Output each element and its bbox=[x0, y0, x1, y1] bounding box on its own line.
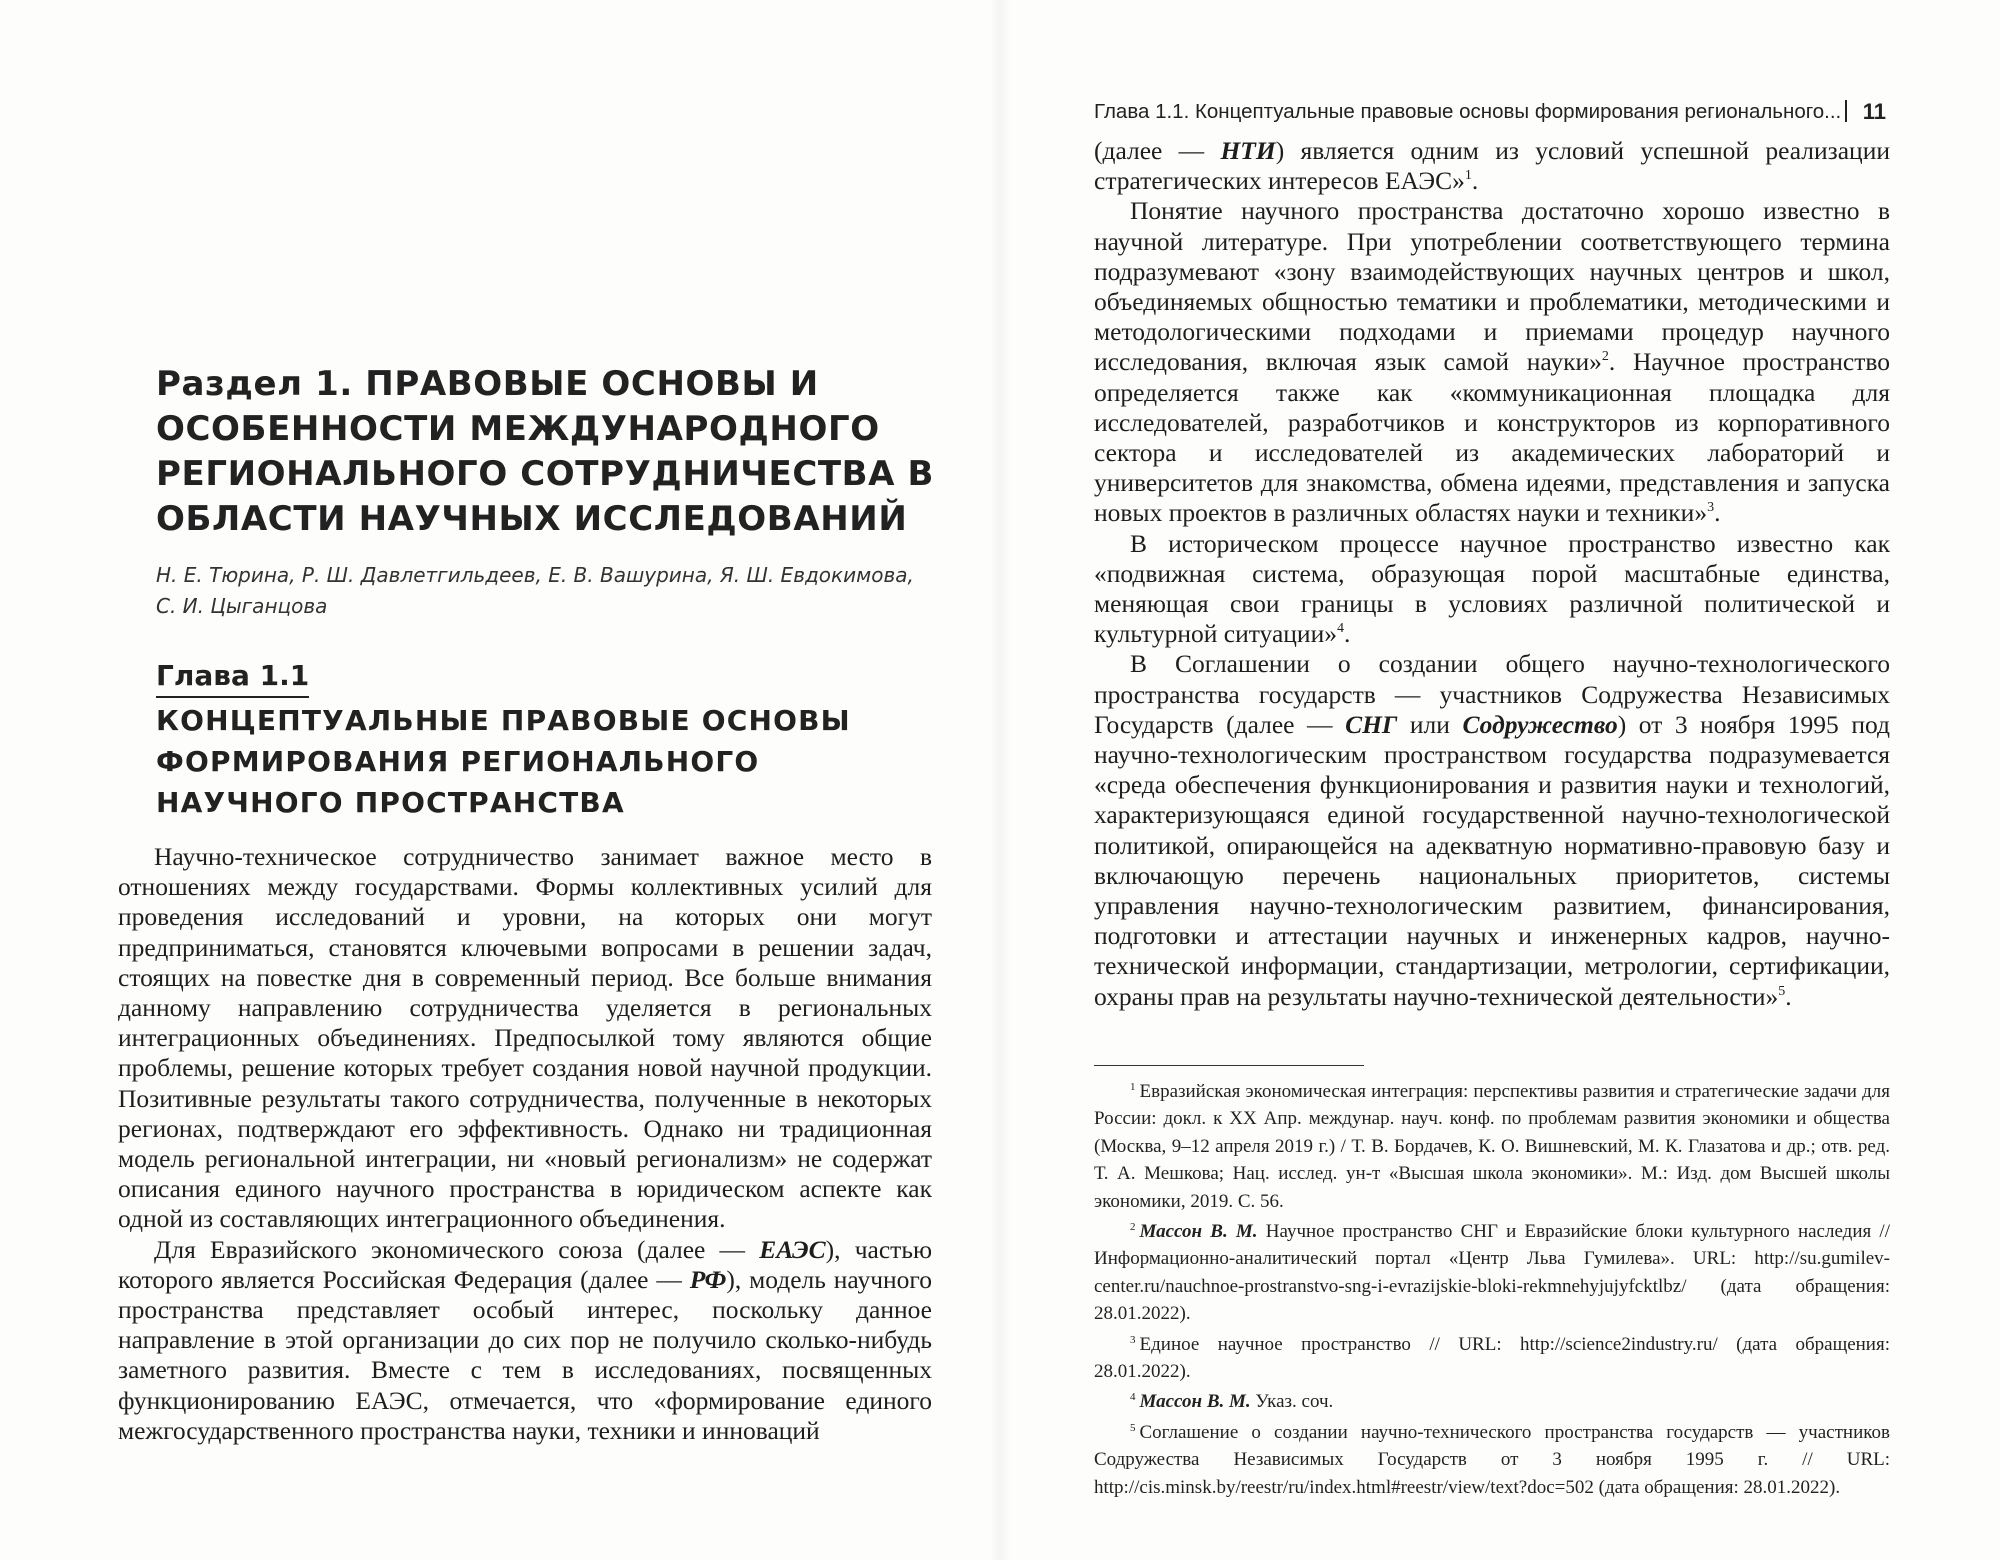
abbreviation: Содружество bbox=[1462, 709, 1618, 739]
chapter-label: Глава 1.1 bbox=[156, 658, 309, 698]
running-head-divider bbox=[1845, 100, 1847, 122]
footnote bbox=[1094, 1218, 1890, 1328]
abbreviation: РФ bbox=[689, 1264, 727, 1294]
footnote bbox=[1094, 1388, 1890, 1415]
footnote-author: Массон В. М. bbox=[1139, 1391, 1251, 1413]
right-page bbox=[1000, 0, 2000, 1560]
footnote-ref[interactable]: 1 bbox=[1464, 168, 1472, 184]
footnote-ref[interactable]: 4 bbox=[1336, 621, 1344, 637]
footnotes bbox=[1094, 1078, 1890, 1504]
running-head bbox=[1094, 98, 1890, 126]
footnote-number: 5 bbox=[1130, 1421, 1136, 1434]
footnote-number: 4 bbox=[1130, 1391, 1136, 1404]
text-run: В историческом процессе научное пространство известно как «подвижная система, образующая порой масштабные единства, меняющая свои границы в условиях различной политической и культурной ситуации» bbox=[1094, 528, 1890, 649]
text-run: . bbox=[1471, 166, 1479, 196]
abbreviation: СНГ bbox=[1345, 709, 1398, 739]
footnote-ref[interactable]: 3 bbox=[1707, 500, 1715, 516]
abbreviation: НТИ bbox=[1220, 136, 1276, 165]
text-run: или bbox=[1397, 709, 1463, 739]
section-title: Раздел 1. ПРАВОВЫЕ ОСНОВЫ И ОСОБЕННОСТИ МЕЖДУНАРОДНОГО РЕГИОНАЛЬНОГО СОТРУДНИЧЕСТВА В ОБЛАСТИ НАУЧНЫХ ИССЛЕДОВАНИЙ bbox=[156, 364, 935, 539]
paragraph bbox=[118, 1235, 932, 1446]
text-run: В Соглашении о создании общего научно-технологического пространства государств — участников Содружества Независимых Государств (далее — bbox=[1094, 649, 1890, 739]
authors: Н. Е. Тюрина, Р. Ш. Давлетгильдеев, Е. В. Вашурина, Я. Ш. Евдокимова, С. И. Цыганцова bbox=[156, 563, 914, 618]
footnote-number: 3 bbox=[1130, 1333, 1136, 1346]
abbreviation: ЕАЭС bbox=[759, 1234, 826, 1264]
text-run: (далее — bbox=[1094, 136, 1221, 165]
footnote-text: Научное пространство СНГ и Евразийские блоки культурного наследия // Информационно-аналитический портал «Центр Льва Гумилева». URL: http://su.gumilev-center.ru/nauchnoe-prostranstvo-sng-i-evrazijskie-bloki-rekmnehyjujyfcktlbz/ (дата обращения: 28.01.2022). bbox=[1094, 1221, 1890, 1325]
paragraph bbox=[1094, 196, 1890, 528]
text-run: . bbox=[1714, 498, 1721, 528]
text-run: Понятие научного пространства достаточно хорошо известно в научной литературе. При употреблении соответствующего термина подразумевают «зону взаимодействующих научных центров и школ, объединяемых общностью тематики и проблематики, методическими и методологическими подходами и приемами процедур научного исследования, включая язык самой науки» bbox=[1094, 196, 1890, 377]
running-head-title: Глава 1.1. Концептуальные правовые основы формирования регионального... bbox=[1094, 100, 1842, 123]
footnote-number: 1 bbox=[1130, 1081, 1136, 1093]
footnote-rule bbox=[1094, 1065, 1364, 1066]
right-body-text bbox=[1094, 136, 1890, 1012]
footnote-text: Соглашение о создании научно-технического пространства государств — участников Содружества Независимых Государств от 3 ноября 1995 г. // URL: http://cis.minsk.by/reestr/ru/index.html#reestr/view/text?doc=502 (дата обращения: 28.01.2022). bbox=[1094, 1421, 1890, 1498]
text-run: ), модель научного пространства представляет особый интерес, поскольку данное направление в этой организации до сих пор не получило сколько-нибудь заметного развития. Вместе с тем в исследованиях, посвященных функционированию ЕАЭС, отмечается, что «формирование единого межгосударственного пространства науки, техники и инноваций bbox=[118, 1264, 932, 1445]
text-run: ), частью которого является Российская Федерация (далее — bbox=[118, 1234, 933, 1294]
paragraph bbox=[1094, 136, 1890, 196]
text-run: ) от 3 ноября 1995 под научно-технологическим пространством государства подразумевается «среда обеспечения функционирования и развития науки и технологий, характеризующаяся единой государственной научно-технологической политикой, опирающейся на адекватную нормативно-правовую базу и включающую перечень национальных приоритетов, системы управления научно-технологическим развитием, финансирования, подготовки и аттестации научных и инженерных кадров, научно-технической информации, стандартизации, метрологии, сертификации, охраны прав на результаты научно-технической деятельности» bbox=[1094, 709, 1890, 1011]
paragraph bbox=[1094, 649, 1890, 1011]
footnote-text: Евразийская экономическая интеграция: перспективы развития и стратегические задачи для России: докл. к XX Апр. междунар. науч. конф. по проблемам развития экономики и общества (Москва, 9–12 апреля 2019 г.) / Т. В. Бордачев, К. О. Вишневский, М. К. Глазатова и др.; отв. ред. Т. А. Мешкова; Нац. исслед. ун-т «Высшая школа экономики». М.: Изд. дом Высшей школы экономики, 2019. С. 56. bbox=[1094, 1081, 1890, 1212]
text-run: ) является одним из условий успешной реализации стратегических интересов ЕАЭС» bbox=[1094, 136, 1890, 196]
chapter-title: КОНЦЕПТУАЛЬНЫЕ ПРАВОВЫЕ ОСНОВЫ ФОРМИРОВАНИЯ РЕГИОНАЛЬНОГО НАУЧНОГО ПРОСТРАНСТВА bbox=[156, 704, 851, 819]
footnote-ref[interactable]: 5 bbox=[1778, 983, 1786, 999]
paragraph bbox=[1094, 529, 1890, 650]
page-number: 11 bbox=[1862, 99, 1886, 124]
footnote bbox=[1094, 1078, 1890, 1215]
footnote bbox=[1094, 1331, 1890, 1386]
footnote-text: Единое научное пространство // URL: http://science2industry.ru/ (дата обращения: 28.01.2022). bbox=[1094, 1333, 1890, 1383]
footnote-ref[interactable]: 2 bbox=[1601, 349, 1609, 365]
paragraph: Научно-техническое сотрудничество занимает важное место в отношениях между государствами. Формы коллективных усилий для проведения исследований и уровни, на которых они могут предприниматься, становятся ключевыми вопросами в решении задач, стоящих на повестке дня в современный период. Все больше внимания данному направлению сотрудничества уделяется в региональных интеграционных объединениях. Предпосылкой тому являются общие проблемы, решение которых требует создания новой научной продукции. Позитивные результаты такого сотрудничества, полученные в некоторых регионах, подтверждают его эффективность. Однако ни традиционная модель региональной интеграции, ни «новый регионализм» не содержат описания единого научного пространства в юридическом аспекте как одной из составляющих интеграционного объединения. bbox=[118, 842, 932, 1234]
text-run: . bbox=[1785, 981, 1792, 1011]
footnote bbox=[1094, 1419, 1890, 1501]
footnote-author: Массон В. М. bbox=[1139, 1221, 1258, 1243]
text-run: Для Евразийского экономического союза (далее — bbox=[154, 1234, 760, 1264]
left-body-text bbox=[118, 842, 932, 1446]
footnote-text: Указ. соч. bbox=[1250, 1391, 1334, 1413]
footnote-number: 2 bbox=[1130, 1221, 1136, 1234]
text-run: . bbox=[1343, 619, 1351, 649]
text-run: . Научное пространство определяется также как «коммуникационная площадка для исследователей, разработчиков и конструкторов из корпоративного сектора и исследователей из академических лабораторий и университетов для знакомства, обмена идеями, представления и запуска новых проектов в различных областях науки и техники» bbox=[1094, 347, 1890, 528]
